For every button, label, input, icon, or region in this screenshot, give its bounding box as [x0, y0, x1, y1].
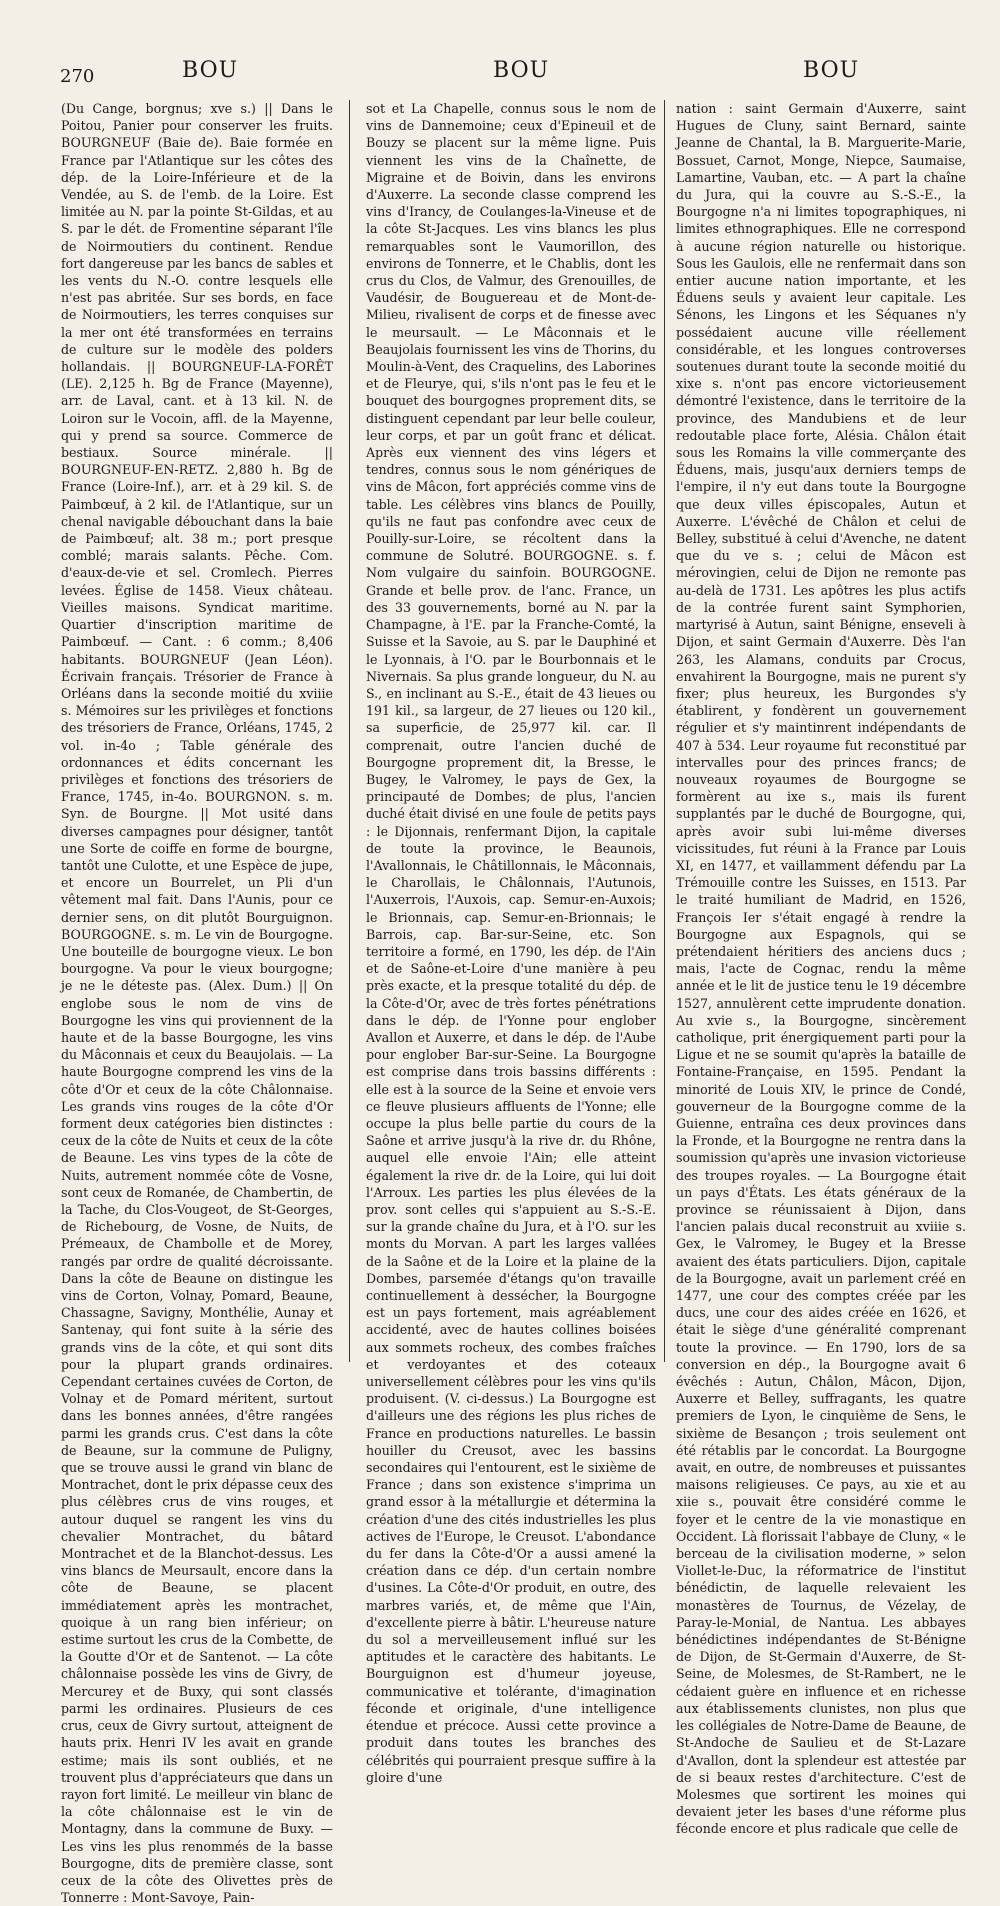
column-text: nation : saint Germain d'Auxerre, saint Hugues de Cluny, saint Bernard, sainte Jeanne de Chantal, la B. Marguerite-Marie, Bossuet, Carnot, Monge, Niepce, Saumaise, Lamartine, Vauban, etc. — A part la chaîne du Jura, qui la couvre au S.-S.-E., la Bourgogne n'a ni limites topographiques, ni limites ethnographiques. Elle ne correspond à aucune région naturelle ou historique. Sous les Gaulois, elle ne renfermait dans son entier aucune nation importante, et les Éduens seuls y avaient leur capitale. Les Sénons, les Lingons et les Séquanes n'y possédaient aucune ville réellement considérable, et les longues controverses soutenues durant toute la seconde moitié du xixe s. n'ont pas encore victorieusement démontré l'existence, dans le territoire de la province, des Mandubiens et de leur redoutable place forte, Alésia. Châlon était sous les Romains la ville commerçante des Éduens, mais, jusqu'aux derniers temps de l'empire, il n'y eut dans toute la Bourgogne que deux villes épiscopales, Autun et Auxerre. L'évêché de Châlon et celui de Belley, substitué à celui d'Avenche, ne datent que du ve s. ; celui de Mâcon est mérovingien, celui de Dijon ne remonte pas au-delà de 1731. Les apôtres les plus actifs de la contrée furent saint Symphorien, martyrisé à Autun, saint Bénigne, enseveli à Dijon, et saint Germain d'Auxerre. Dès l'an 263, les Alamans, conduits par Crocus, envahirent la Bourgogne, mais ne purent s'y fixer; plus heureux, les Burgondes s'y établirent, y fondèrent un gouvernement régulier et s'y maintinrent indépendants de 407 à 534. Leur royaume fut reconstitué par intervalles pour des princes francs; de nouveaux royaumes de Bourgogne se formèrent au ixe s., mais ils furent supplantés par le duché de Bourgogne, qui, après avoir subi lui-même diverses vicissitudes, fut réuni à la France par Louis XI, en 1477, et vaillamment défendu par La Trémouille contre les Suisses, en 1513. Par le traité humiliant de Madrid, en 1526, François Ier s'était engagé à rendre la Bourgogne aux Espagnols, qui se prétendaient héritiers des anciens ducs ; mais, l'acte de Cognac, rendu la même année et le lit de justice tenu le 19 décembre 1527, annulèrent cette imprudente donation. Au xvie s., la Bourgogne, sincèrement catholique, prit énergiquement parti pour la Ligue et ne se soumit qu'après la bataille de Fontaine-Française, en 1595. Pendant la minorité de Louis XIV, le prince de Condé, gouverneur de la Bourgogne comme de la Guienne, entraîna ces deux provinces dans la Fronde, et la Bourgogne ne rentra dans la soumission qu'après une invasion victorieuse des troupes royales. — La Bourgogne était un pays d'États. Les états généraux de la province se réunissaient à Dijon, dans l'ancien palais ducal reconstruit au xviiie s. Gex, le Valromey, le Bugey et la Bresse avaient des états particuliers. Dijon, capitale de la Bourgogne, avait un parlement créé en 1477, une cour des comptes créée par les ducs, une cour des aides créée en 1626, et était le siège d'une généralité comprenant toute la province. — En 1790, lors de sa conversion en dép., la Bourgogne avait 6 évêchés : Autun, Châlon, Mâcon, Dijon, Auxerre et Belley, suffragants, les quatre premiers de Lyon, le cinquième de Sens, le sixième de Besançon ; trois seulement ont été rétablis par le concordat. La Bourgogne avait, en outre, de nombreuses et puissantes maisons religieuses. Ce pays, au xie et au xiie s., pouvait être considéré comme le foyer et le centre de la vie monastique en Occident. Là florissait l'abbaye de Cluny, « le berceau de la civilisation moderne, » selon Viollet-le-Duc, la réformatrice de l'institut bénédictin, de laquelle relevaient les monastères de Tournus, de Vézelay, de Paray-le-Monial, de Nantua. Les abbayes bénédictines indépendantes de St-Bénigne de Dijon, de St-Germain d'Auxerre, de St-Seine, de Molesmes, de St-Rambert, ne le cédaient guère en influence et en richesse aux établissements clunistes, non plus que les collégiales de Notre-Dame de Beaune, de St-Andoche de Saulieu et de St-Lazare d'Avallon, dont la splendeur est attestée par de si beaux restes d'architecture. C'est de Molesmes que sortirent les moines qui devaient jeter les bases d'une réforme plus féconde encore et plus radicale que celle de [676, 101, 966, 1837]
page-number: 270 [60, 66, 95, 87]
text-column-2 [366, 100, 656, 1785]
column-rule [349, 100, 350, 1362]
running-head-center: BOU [493, 58, 550, 83]
column-rule [664, 100, 665, 1362]
text-column-1 [61, 100, 333, 1906]
running-head-left: BOU [182, 58, 239, 83]
running-head-right: BOU [803, 58, 860, 83]
column-text: sot et La Chapelle, connus sous le nom de vins de Dannemoine; ceux d'Epineuil et de Bouzy se placent sur la même ligne. Puis viennent les vins de la Chaînette, de Migraine et de Boivin, dans les environs d'Auxerre. La seconde classe comprend les vins d'Irancy, de Coulanges-la-Vineuse et de la côte St-Jacques. Les vins blancs les plus remarquables sont le Vaumorillon, des environs de Tonnerre, et le Chablis, dont les crus du Clos, de Valmur, des Grenouilles, de Vaudésir, de Bouguereau et de Mont-de-Milieu, rivalisent de corps et de finesse avec le meursault. — Le Mâconnais et le Beaujolais fournissent les vins de Thorins, du Moulin-à-Vent, des Craquelins, des Laborines et de Fleurye, qui, s'ils n'ont pas le feu et le bouquet des bourgognes proprement dits, se distinguent cependant par leur belle couleur, leur corps, et par un goût franc et délicat. Après eux viennent des vins légers et tendres, connus sous le nom génériques de vins de Mâcon, fort appréciés comme vins de table. Les célèbres vins blancs de Pouilly, qu'ils ne faut pas confondre avec ceux de Pouilly-sur-Loire, se récoltent dans la commune de Solutré. BOURGOGNE. s. f. Nom vulgaire du sainfoin. BOURGOGNE. Grande et belle prov. de l'anc. France, un des 33 gouvernements, borné au N. par la Champagne, à l'E. par la Franche-Comté, la Suisse et la Savoie, au S. par le Dauphiné et le Lyonnais, à l'O. par le Bourbonnais et le Nivernais. Sa plus grande longueur, du N. au S., en inclinant au S.-E., était de 43 lieues ou 191 kil., sa largeur, de 27 lieues ou 120 kil., sa superficie, de 25,977 kil. car. Il comprenait, outre l'ancien duché de Bourgogne proprement dit, la Bresse, le Bugey, le Valromey, le pays de Gex, la principauté de Dombes; de plus, l'ancien duché était divisé en une foule de petits pays : le Dijonnais, renfermant Dijon, la capitale de toute la province, le Beaunois, l'Avallonnais, le Châtillonnais, le Mâconnais, le Charollais, le Châlonnais, l'Autunois, l'Auxerrois, l'Auxois, cap. Semur-en-Auxois; le Brionnais, cap. Semur-en-Brionnais; le Barrois, cap. Bar-sur-Seine, etc. Son territoire a formé, en 1790, les dép. de l'Ain et de Saône-et-Loire d'une manière à peu près exacte, et la presque totalité du dép. de la Côte-d'Or, avec de très fortes pénétrations dans le dép. de l'Yonne pour englober Avallon et Auxerre, et dans le dép. de l'Aube pour englober Bar-sur-Seine. La Bourgogne est comprise dans trois bassins différents : elle est à la source de la Seine et envoie vers ce fleuve plusieurs affluents de l'Yonne; elle occupe la plus belle partie du cours de la Saône et arrive jusqu'à la rive dr. du Rhône, auquel elle envoie l'Ain; elle atteint également la rive dr. de la Loire, qui lui doit l'Arroux. Les parties les plus élevées de la prov. sont celles qui s'appuient au S.-S.-E. sur la grande chaîne du Jura, et à l'O. sur les monts du Morvan. A part les larges vallées de la Saône et de la Loire et la plaine de la Dombes, parsemée d'étangs qu'on travaille continuellement à dessécher, la Bourgogne est un pays fortement, mais agréablement accidenté, avec de hautes collines boisées aux sommets rocheux, des combes fraîches et verdoyantes et des coteaux universellement célèbres pour les vins qu'ils produisent. (V. ci-dessus.) La Bourgogne est d'ailleurs une des régions les plus riches de France en productions naturelles. Le bassin houiller du Creusot, avec les bassins secondaires qui l'entourent, est le sixième de France ; dans son existence s'imprima un grand essor à la métallurgie et détermina la création d'une des cités industrielles les plus actives de l'Europe, le Creusot. L'abondance du fer dans la Côte-d'Or a aussi amené la création dans ce dép. d'un certain nombre d'usines. La Côte-d'Or produit, en outre, des marbres variés, et, de même que l'Ain, d'excellente pierre à bâtir. L'heureuse nature du sol a merveilleusement influé sur les aptitudes et le caractère des habitants. Le Bourguignon est d'humeur joyeuse, communicative et tolérante, d'imagination féconde et originale, d'une intelligence étendue et précoce. Aussi cette province a produit dans toutes les branches des célébrités qui pourraient presque suffire à la gloire d'une [366, 101, 656, 1785]
page-header [0, 58, 1000, 98]
column-text: (Du Cange, borgnus; xve s.) || Dans le Poitou, Panier pour conserver les fruits. BOURGNEUF (Baie de). Baie formée en France par l'Atlantique sur les côtes des dép. de la Loire-Inférieure et de la Vendée, au S. de l'emb. de la Loire. Est limitée au N. par la pointe St-Gildas, et au S. par le dét. de Fromentine séparant l'île de Noirmoutiers du continent. Rendue fort dangereuse par les bancs de sables et les vents du N.-O. contre lesquels elle n'est pas abritée. Sur ses bords, en face de Noirmoutiers, les terres conquises sur la mer ont été transformées en terrains de culture sur le modèle des polders hollandais. || BOURGNEUF-LA-FORÊT (LE). 2,125 h. Bg de France (Mayenne), arr. de Laval, cant. et à 13 kil. N. de Loiron sur le Vocoin, affl. de la Mayenne, qui y prend sa source. Commerce de bestiaux. Source minérale. || BOURGNEUF-EN-RETZ. 2,880 h. Bg de France (Loire-Inf.), arr. et à 29 kil. S. de Paimbœuf, à 2 kil. de l'Atlantique, sur un chenal navigable débouchant dans la baie de Paimbœuf; alt. 38 m.; port presque comblé; marais salants. Pêche. Com. d'eaux-de-vie et sel. Cromlech. Pierres levées. Église de 1458. Vieux château. Vieilles maisons. Syndicat maritime. Quartier d'inscription maritime de Paimbœuf. — Cant. : 6 comm.; 8,406 habitants. BOURGNEUF (Jean Léon). Écrivain français. Trésorier de France à Orléans dans la seconde moitié du xviiie s. Mémoires sur les privilèges et fonctions des trésoriers de France, Orléans, 1745, 2 vol. in-4o ; Table générale des ordonnances et édits concernant les privilèges et fonctions des trésoriers de France, 1745, in-4o. BOURGNON. s. m. Syn. de Bourgne. || Mot usité dans diverses campagnes pour désigner, tantôt une Sorte de coiffe en forme de bourgne, tantôt une Culotte, et une Espèce de jupe, et encore un Bourrelet, un Pli d'un vêtement mal fait. Dans l'Aunis, pour ce dernier sens, on dit plutôt Bourguignon. BOURGOGNE. s. m. Le vin de Bourgogne. Une bouteille de bourgogne vieux. Le bon bourgogne. Va pour le vieux bourgogne; je ne le déteste pas. (Alex. Dum.) || On englobe sous le nom de vins de Bourgogne les vins qui proviennent de la haute et de la basse Bourgogne, les vins du Mâconnais et ceux du Beaujolais. — La haute Bourgogne comprend les vins de la côte d'Or et ceux de la côte Châlonnaise. Les grands vins rouges de la côte d'Or forment deux catégories bien distinctes : ceux de la côte de Nuits et ceux de la côte de Beaune. Les vins types de la côte de Nuits, autrement nommée côte de Vosne, sont ceux de Romanée, de Chambertin, de la Tache, du Clos-Vougeot, de St-Georges, de Richebourg, de Vosne, de Nuits, de Prémeaux, de Chambolle et de Morey, rangés par ordre de qualité décroissante. Dans la côte de Beaune on distingue les vins de Corton, Volnay, Pomard, Beaune, Chassagne, Savigny, Monthélie, Aunay et Santenay, qui font suite à la série des grands vins de la côte, et qui sont dits pour la plupart grands ordinaires. Cependant certaines cuvées de Corton, de Volnay et de Pomard méritent, surtout dans les bonnes années, d'être rangées parmi les grands crus. C'est dans la côte de Beaune, sur la commune de Puligny, que se trouve aussi le grand vin blanc de Montrachet, dont le prix dépasse ceux des plus célèbres crus de vins rouges, et autour duquel se rangent les vins du chevalier Montrachet, du bâtard Montrachet et de la Blanchot-dessus. Les vins blancs de Meursault, encore dans la côte de Beaune, se placent immédiatement après les montrachet, quoique à un rang bien inférieur; on estime surtout les crus de la Combette, de la Goutte d'Or et de Santenot. — La côte châlonnaise possède les vins de Givry, de Mercurey et de Buxy, qui sont classés parmi les ordinaires. Plusieurs de ces crus, ceux de Givry surtout, atteignent de hauts prix. Henri IV les avait en grande estime; mais ils sont oubliés, et ne trouvent plus d'appréciateurs que dans un rayon fort limité. Le meilleur vin blanc de la côte châlonnaise est le vin de Montagny, dans la commune de Buxy. — Les vins les plus renommés de la basse Bourgogne, dits de première classe, sont ceux de la côte des Olivettes près de Tonnerre : Mont-Savoye, Pain- [61, 101, 333, 1906]
text-column-3 [676, 100, 966, 1837]
